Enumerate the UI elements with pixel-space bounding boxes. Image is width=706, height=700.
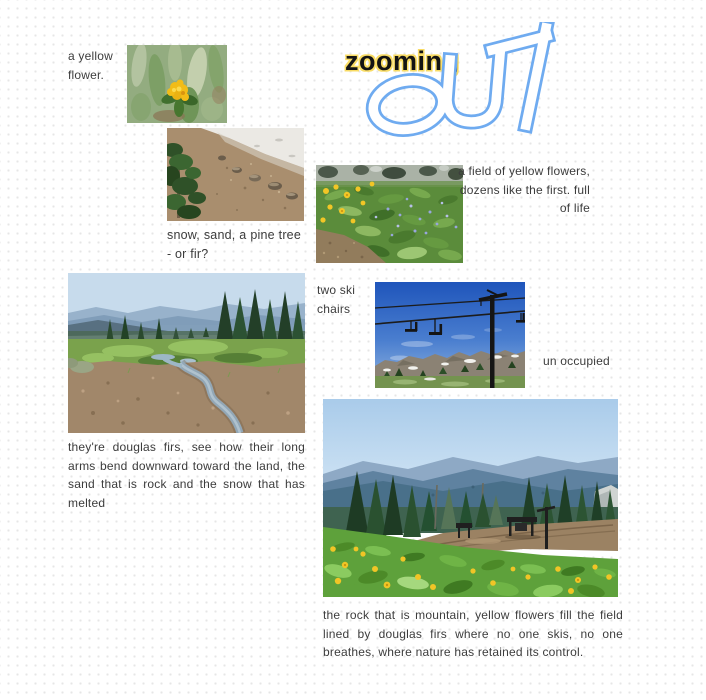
caption-rock-mountain: the rock that is mountain, yellow flowers fill the field lined by douglas firs where no one skis, no one breathes, where nature has retained its control.	[323, 608, 623, 660]
photo-mountain-field	[323, 399, 618, 597]
page-title: zooming	[345, 46, 460, 76]
photo-meadow-stream	[68, 273, 305, 433]
caption-snow-sand-pine: snow, sand, a pine tree - or fir?	[167, 228, 301, 262]
caption-douglas-firs: they're douglas firs, see how their long arms bend downward toward the land, the sand that is rock and the snow that has melted	[68, 440, 305, 510]
photo-ski-chairs	[375, 282, 525, 388]
photo-flower-field	[316, 165, 463, 263]
photo-snow-sand-pine	[167, 128, 304, 221]
caption-flower-field: a field of yellow flowers, dozens like the first. full of life	[458, 164, 590, 216]
title-out-wordart	[350, 22, 560, 140]
caption-two-ski-chairs: two ski chairs	[317, 283, 356, 316]
caption-unoccupied: un occupied	[543, 354, 610, 368]
caption-yellow-flower: a yellow flower.	[68, 49, 113, 82]
photo-yellow-flower	[127, 45, 227, 123]
